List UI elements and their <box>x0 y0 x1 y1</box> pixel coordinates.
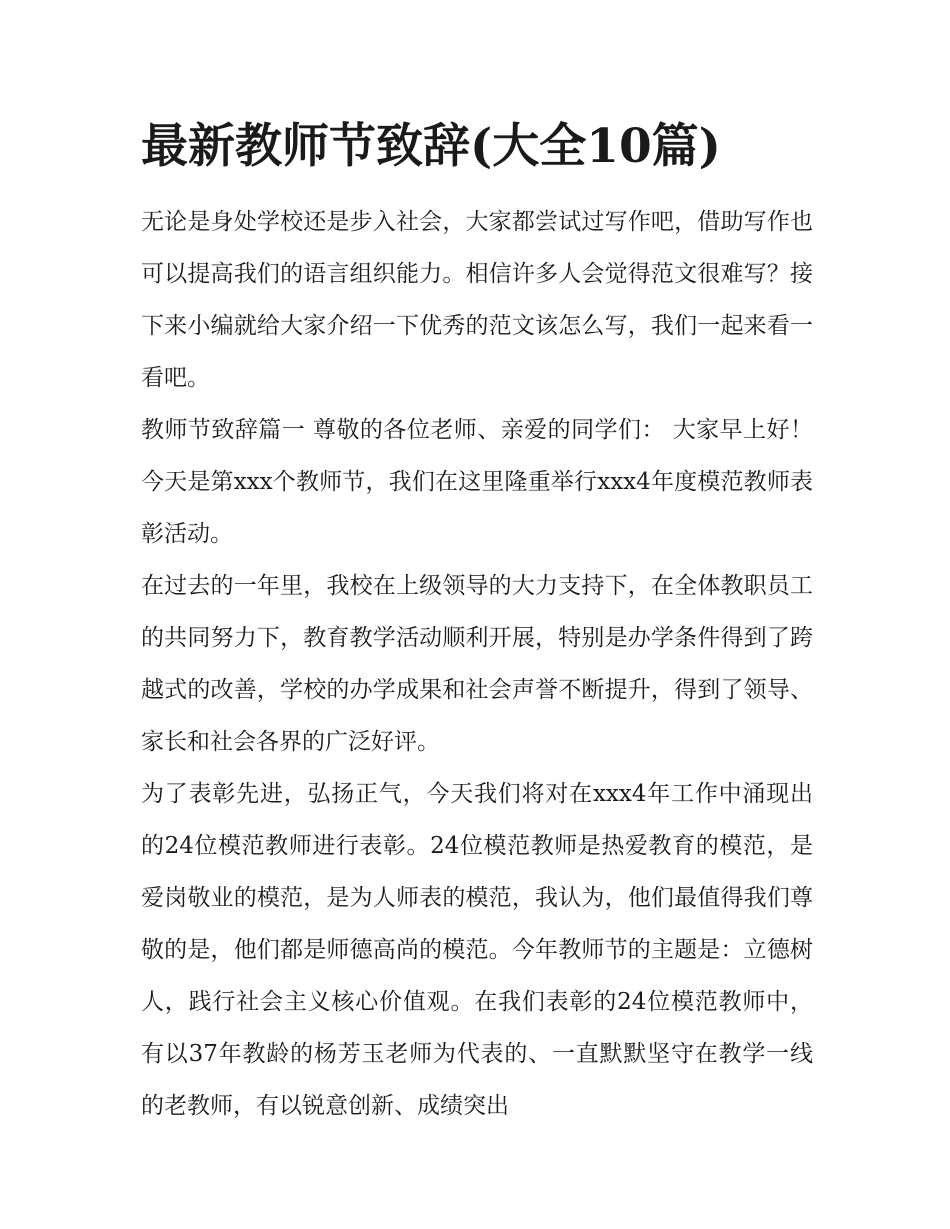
document-title: 最新教师节致辞(大全10篇) <box>141 119 721 174</box>
paragraph-past-year: 在过去的一年里，我校在上级领导的大力支持下，在全体教职员工的共同努力下，教育教学活动顺利开展，特别是办学条件得到了跨越式的改善，学校的办学成果和社会声誉不断提升，得到了领导、家长和社会各界的广泛好评。 <box>141 573 813 755</box>
paragraph-intro: 无论是身处学校还是步入社会，大家都尝试过写作吧，借助写作也可以提高我们的语言组织能力。相信许多人会觉得范文很难写？接下来小编就给大家介绍一下优秀的范文该怎么写，我们一起来看一看吧。 <box>141 209 813 391</box>
paragraph-commendation: 为了表彰先进，弘扬正气，今天我们将对在xxx4年工作中涌现出的24位模范教师进行表彰。24位模范教师是热爱教育的模范，是爱岗敬业的模范，是为人师表的模范，我认为，他们最值得我们尊敬的是，他们都是师德高尚的模范。今年教师节的主题是：立德树人，践行社会主义核心价值观。在我们表彰的24位模范教师中，有以37年教龄的杨芳玉老师为代表的、一直默默坚守在教学一线的老教师，有以锐意创新、成绩突出 <box>141 781 813 1119</box>
document-body <box>141 112 813 1132</box>
paragraph-greeting: 教师节致辞篇一 尊敬的各位老师、亲爱的同学们： 大家早上好！ 今天是第xxx个教师节，我们在这里隆重举行xxx4年度模范教师表彰活动。 <box>141 417 813 547</box>
